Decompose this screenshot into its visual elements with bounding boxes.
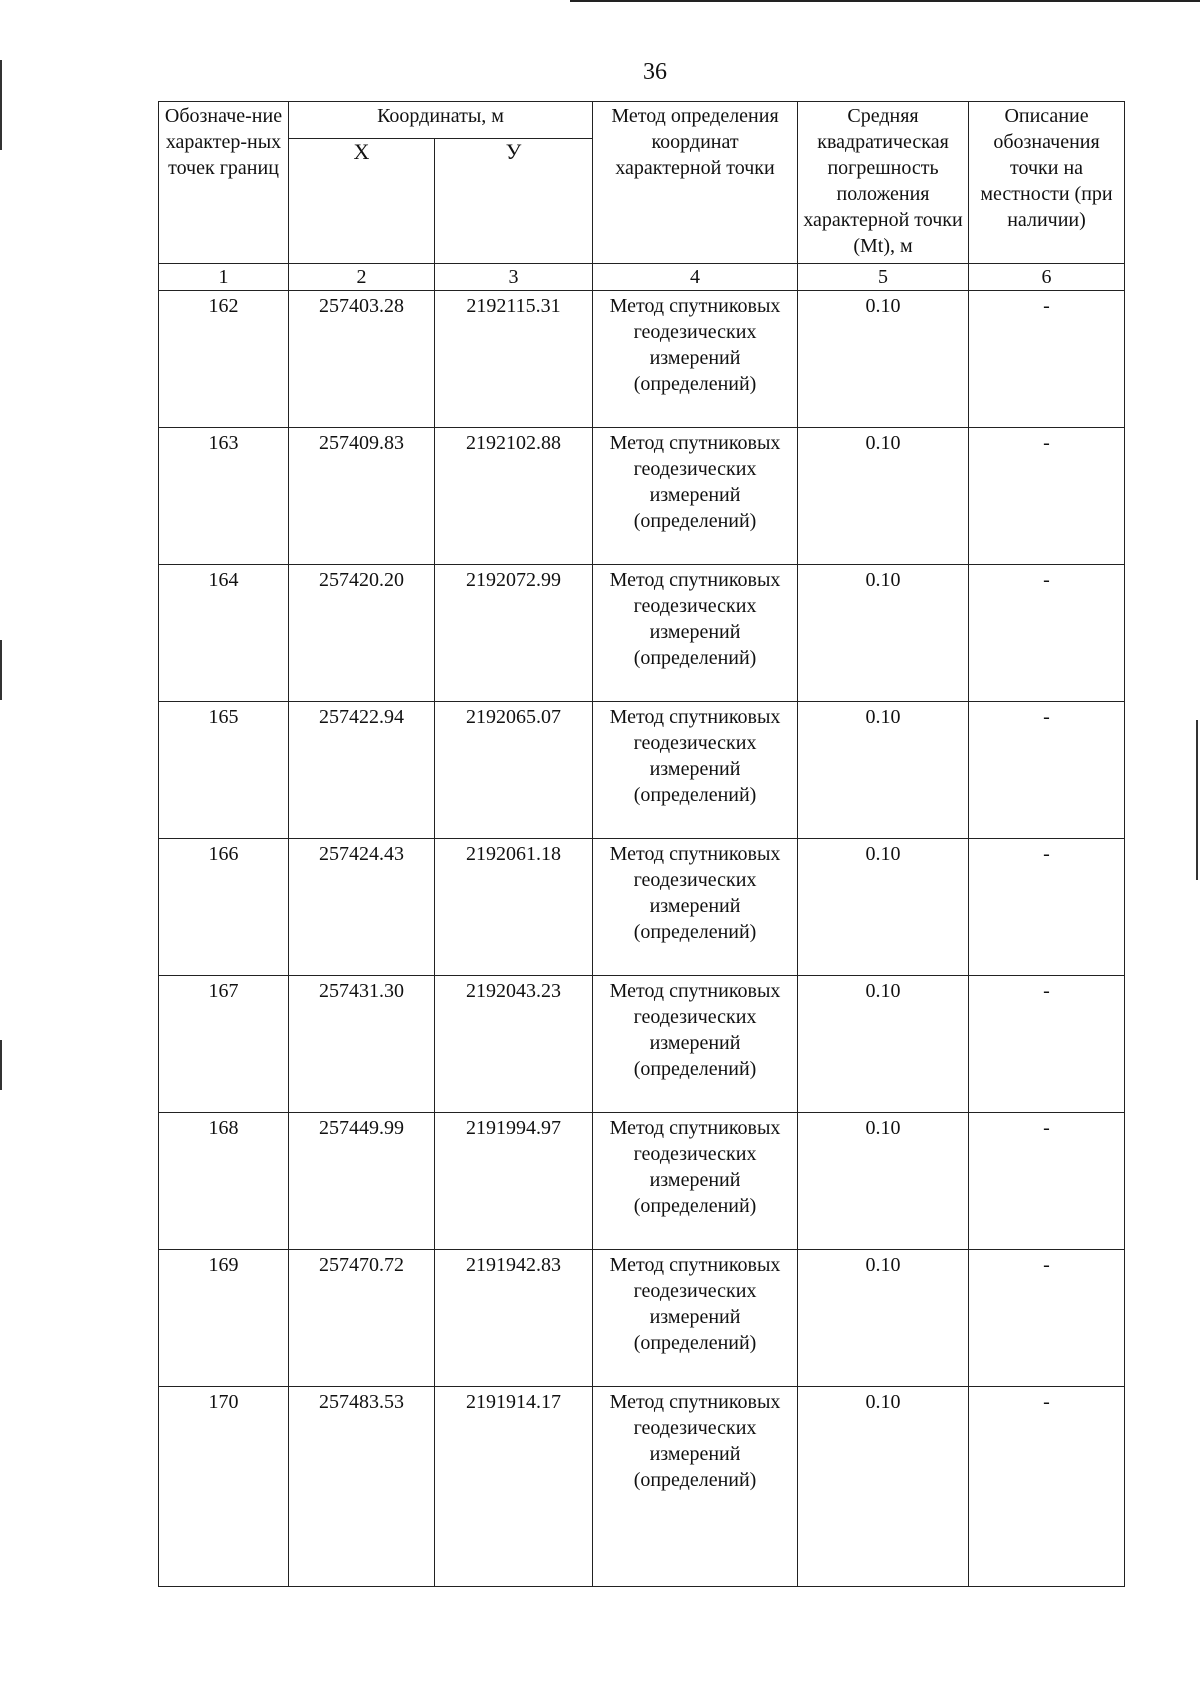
description-cell: - — [969, 702, 1125, 839]
x-coordinate: 257420.20 — [289, 565, 435, 702]
description-cell: - — [969, 291, 1125, 428]
header-coordinates: Координаты, м — [289, 102, 593, 139]
x-coordinate: 257409.83 — [289, 428, 435, 565]
method-cell: Метод спутниковых геодезических измерений (определений) — [593, 1113, 798, 1250]
column-number: 1 — [159, 264, 289, 291]
scan-mark — [0, 60, 2, 150]
y-coordinate: 2192065.07 — [435, 702, 593, 839]
point-number: 162 — [159, 291, 289, 428]
method-cell: Метод спутниковых геодезических измерений (определений) — [593, 428, 798, 565]
table-row — [159, 1387, 1125, 1587]
point-number: 163 — [159, 428, 289, 565]
method-cell: Метод спутниковых геодезических измерений (определений) — [593, 1250, 798, 1387]
error-value: 0.10 — [798, 839, 969, 976]
description-cell: - — [969, 1387, 1125, 1587]
x-coordinate: 257470.72 — [289, 1250, 435, 1387]
point-number: 168 — [159, 1113, 289, 1250]
error-value: 0.10 — [798, 1250, 969, 1387]
description-cell: - — [969, 976, 1125, 1113]
y-coordinate: 2192043.23 — [435, 976, 593, 1113]
method-cell: Метод спутниковых геодезических измерений (определений) — [593, 565, 798, 702]
y-coordinate: 2192102.88 — [435, 428, 593, 565]
description-cell: - — [969, 1250, 1125, 1387]
error-value: 0.10 — [798, 291, 969, 428]
error-value: 0.10 — [798, 702, 969, 839]
table-row — [159, 428, 1125, 565]
x-coordinate: 257424.43 — [289, 839, 435, 976]
y-coordinate: 2192061.18 — [435, 839, 593, 976]
description-cell: - — [969, 839, 1125, 976]
method-cell: Метод спутниковых геодезических измерений (определений) — [593, 839, 798, 976]
error-value: 0.10 — [798, 428, 969, 565]
point-number: 169 — [159, 1250, 289, 1387]
x-coordinate: 257449.99 — [289, 1113, 435, 1250]
scan-mark — [0, 640, 2, 700]
header-y: У — [435, 139, 593, 264]
error-value: 0.10 — [798, 1113, 969, 1250]
method-cell: Метод спутниковых геодезических измерений (определений) — [593, 1387, 798, 1587]
point-number: 165 — [159, 702, 289, 839]
method-cell: Метод спутниковых геодезических измерений (определений) — [593, 291, 798, 428]
top-rule — [570, 0, 1200, 2]
column-number: 6 — [969, 264, 1125, 291]
coordinates-table — [158, 101, 1125, 1587]
x-coordinate: 257483.53 — [289, 1387, 435, 1587]
header-method: Метод определения координат характерной точки — [593, 102, 798, 264]
column-number: 5 — [798, 264, 969, 291]
y-coordinate: 2191942.83 — [435, 1250, 593, 1387]
y-coordinate: 2191994.97 — [435, 1113, 593, 1250]
table-row — [159, 1250, 1125, 1387]
table-row — [159, 291, 1125, 428]
y-coordinate: 2192072.99 — [435, 565, 593, 702]
scan-mark — [1196, 720, 1198, 880]
point-number: 170 — [159, 1387, 289, 1587]
method-cell: Метод спутниковых геодезических измерений (определений) — [593, 702, 798, 839]
header-designation: Обозначе-ние характер-ных точек границ — [159, 102, 289, 264]
table-row — [159, 976, 1125, 1113]
column-number: 2 — [289, 264, 435, 291]
y-coordinate: 2192115.31 — [435, 291, 593, 428]
header-error: Средняя квадратическая погрешность положения характерной точки (Mt), м — [798, 102, 969, 264]
error-value: 0.10 — [798, 565, 969, 702]
table-row — [159, 702, 1125, 839]
y-coordinate: 2191914.17 — [435, 1387, 593, 1587]
x-coordinate: 257422.94 — [289, 702, 435, 839]
header-description: Описание обозначения точки на местности (при наличии) — [969, 102, 1125, 264]
point-number: 167 — [159, 976, 289, 1113]
point-number: 166 — [159, 839, 289, 976]
page-number: 36 — [643, 59, 667, 85]
column-number: 3 — [435, 264, 593, 291]
x-coordinate: 257431.30 — [289, 976, 435, 1113]
table-row — [159, 839, 1125, 976]
description-cell: - — [969, 428, 1125, 565]
x-coordinate: 257403.28 — [289, 291, 435, 428]
method-cell: Метод спутниковых геодезических измерений (определений) — [593, 976, 798, 1113]
point-number: 164 — [159, 565, 289, 702]
table-row — [159, 565, 1125, 702]
description-cell: - — [969, 1113, 1125, 1250]
description-cell: - — [969, 565, 1125, 702]
scan-mark — [0, 1040, 2, 1090]
error-value: 0.10 — [798, 1387, 969, 1587]
column-number: 4 — [593, 264, 798, 291]
header-x: X — [289, 139, 435, 264]
column-number-row — [159, 264, 1125, 291]
error-value: 0.10 — [798, 976, 969, 1113]
table-row — [159, 1113, 1125, 1250]
